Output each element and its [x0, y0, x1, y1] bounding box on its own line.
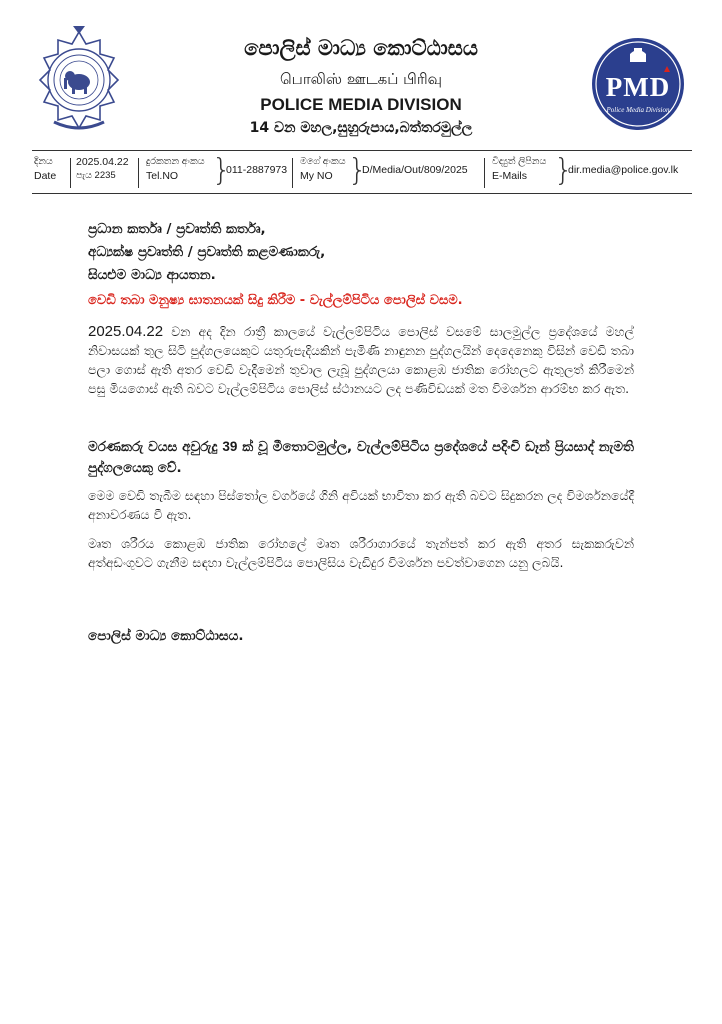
brace-divider: } [348, 153, 368, 188]
recipient-line: ප්‍රධාන කර්තෘ / ප්‍රවෘත්ති කර්තෘ, [88, 221, 266, 237]
email-label: විද්‍යුත් ලිපිනය E-Mails [492, 156, 547, 182]
signature-line: පොලිස් මාධ්‍ය කොට්ඨාසය. [88, 628, 244, 644]
tel-value: 011-2887973 [226, 164, 288, 176]
date-label: දිනය Date [34, 156, 57, 182]
body-paragraph-4: මෘත ශරීරය කොළඹ ජාතික රෝහලේ මෘත ශරීරාගාරයේ තැන්පත් කර ඇති අතර සැකකරුවන් අත්අඩංගුවට ගැනීම සඳහා වැල්ලම්පිටිය පොලිසිය වැඩිදුර විමර්ශන පවත්වාගෙන යනු ලබයි. [88, 536, 634, 570]
info-divider [484, 158, 485, 188]
body-paragraph-3: මෙම වෙඩි තැබීම සඳහා පිස්තෝල වර්ගයේ ගිනි අවියක් භාවිතා කර ඇති බවට සිදුකරන ලද විමර්ශනයේදී අනාවරණය වී ඇත. [88, 488, 634, 522]
date-value: 2025.04.22 පැය 2235 [76, 156, 129, 181]
organization-name-tamil: பொலிஸ் ஊடகப் பிரிவு [279, 70, 442, 88]
organization-name-sinhala: පොලිස් මාධ්‍ය කොට්ඨාසය [244, 36, 478, 60]
subject-heading: වෙඩි තබා මනුෂ්‍ය ඝාතනයක් සිදු කිරීම - වැල්ලම්පිටිය පොලිස් වසම. [88, 293, 463, 308]
brace-divider: } [212, 153, 232, 188]
organization-name-english: POLICE MEDIA DIVISION [260, 95, 462, 114]
recipients-block [88, 218, 325, 287]
recipient-line: සියළුම මාධ්‍ය ආයතන. [88, 267, 216, 283]
info-bar-top-rule [32, 150, 692, 151]
info-divider [138, 158, 139, 188]
pmd-logo-text: PMD [605, 72, 671, 102]
body-paragraph-1: 2025.04.22 වන අද දින රාත්‍රී කාලයේ වැල්ලම්පිටිය පොලිස් වසමේ සාලමුල්ල ප්‍රදේශයේ මහල් නිවාසයක් තුල සිටි පුද්ගලයෙකුට යතුරුපැදියකින් පැමිණි නාඳුනන පුද්ගලයින් දෙදෙනෙකු විසින් වෙඩි තබා පලා ගොස් ඇති අතර වෙඩි වැදීමෙන් තුවාල ලැබූ පුද්ගලයා කොළඹ ජාතික රෝහලට ඇතුලත් කිරීමෙන් පසු මියගොස් ඇති බවට වැල්ලම්පිටිය පොලිස් ස්ථානයට ලද පණිවිඩයක් මත විමර්ශන ආරම්භ කර ඇත. [88, 323, 634, 396]
incident-date: 2025.04.22 [88, 323, 164, 340]
my-no-label: මගේ අංකය My NO [300, 156, 346, 182]
email-value[interactable]: dir.media@police.gov.lk [568, 164, 679, 176]
body-paragraph-2: මරණකරු වයස අවුරුදු 39 ක් වූ මීතොටමුල්ල, වැල්ලම්පිටිය ප්‍රදේශයේ පදිංචි ඩෑන් ප්‍රියසාද් නැමති පුද්ගලයෙකු වේ. [88, 439, 635, 476]
info-divider [70, 158, 71, 188]
my-no-value: D/Media/Out/809/2025 [362, 164, 468, 176]
organization-address: 14 වන මහල,සුහුරුපාය,බත්තරමුල්ල [249, 120, 473, 136]
tel-label: දුරකතන අංකය Tel.NO [146, 156, 205, 182]
brace-divider: } [554, 153, 574, 188]
pmd-logo-subtext: Police Media Division [606, 106, 670, 114]
info-bar-bottom-rule [32, 193, 692, 194]
victim-age: 39 [222, 439, 238, 454]
info-divider [292, 158, 293, 188]
recipient-line: අධ්‍යක්ෂ ප්‍රවෘත්ති / ප්‍රවෘත්ති කළමණාකරු, [88, 244, 326, 260]
